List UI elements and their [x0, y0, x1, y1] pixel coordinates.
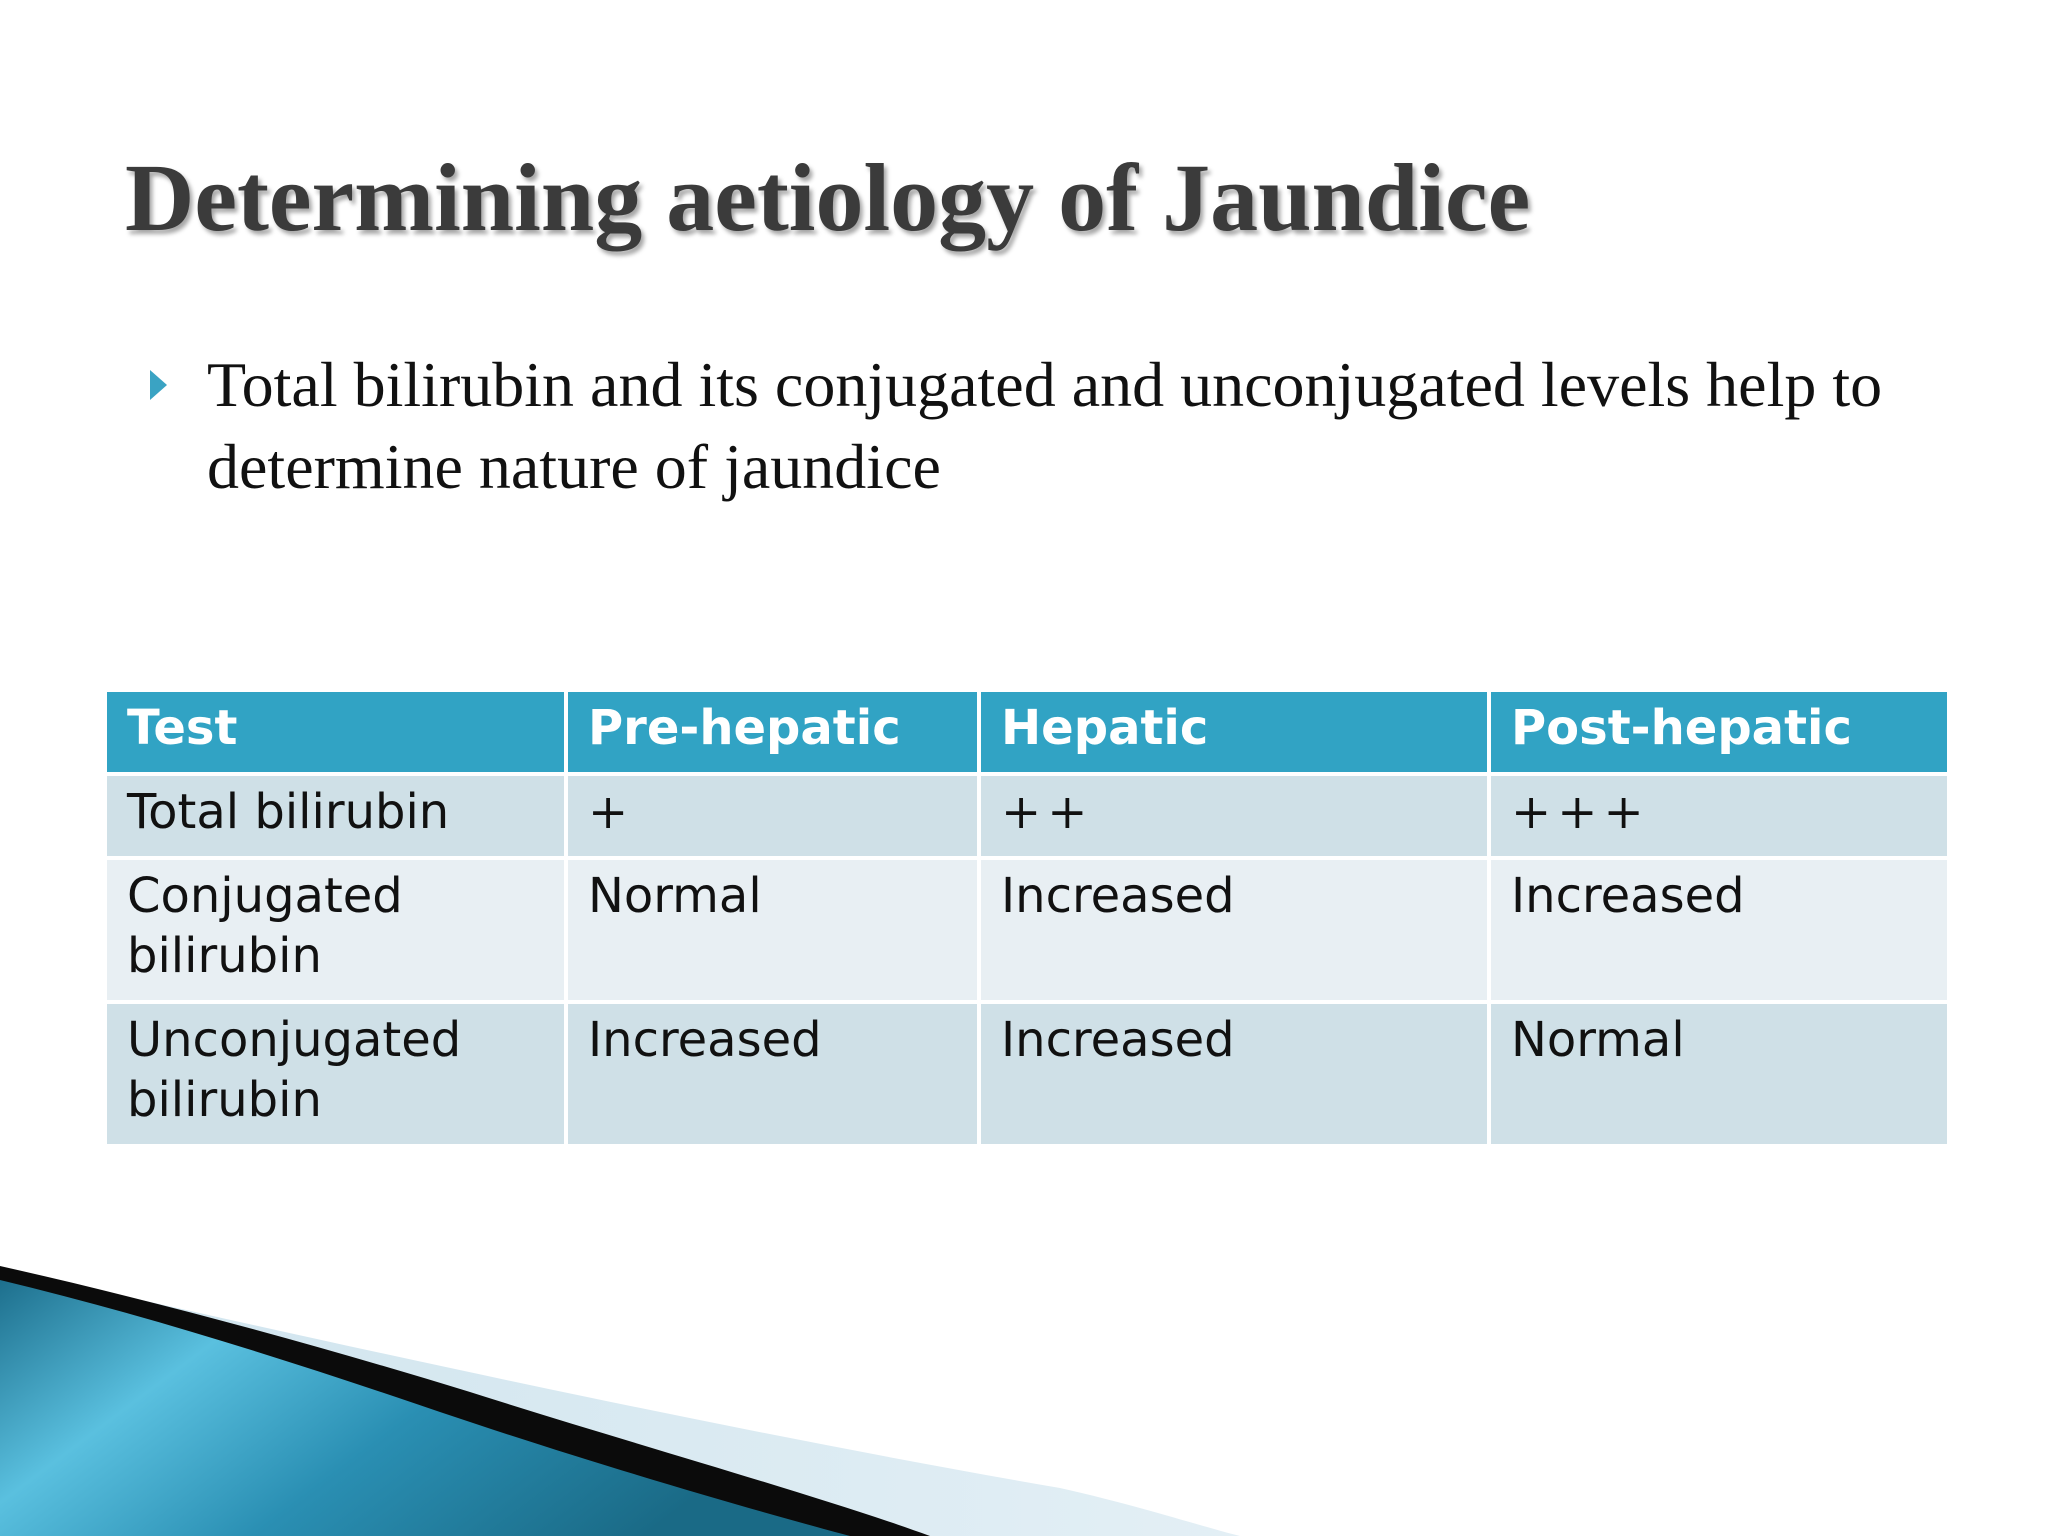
table-cell: Increased: [566, 1002, 979, 1146]
table-row: [105, 1002, 1949, 1146]
table-cell: Total bilirubin: [105, 774, 566, 858]
column-header-pre-hepatic: Pre-hepatic: [566, 690, 979, 774]
table-cell: ++: [979, 774, 1489, 858]
table-cell: Normal: [1489, 1002, 1949, 1146]
column-header-test: Test: [105, 690, 566, 774]
table-cell: Normal: [566, 858, 979, 1002]
table-cell: Increased: [979, 1002, 1489, 1146]
table-cell: +++: [1489, 774, 1949, 858]
table-header-row: [105, 690, 1949, 774]
bilirubin-table: [103, 688, 1951, 1148]
table-cell: Increased: [979, 858, 1489, 1002]
table-cell: Conjugated bilirubin: [105, 858, 566, 1002]
triangle-right-icon: [150, 370, 167, 400]
table-cell: +: [566, 774, 979, 858]
table-cell: Increased: [1489, 858, 1949, 1002]
column-header-hepatic: Hepatic: [979, 690, 1489, 774]
bullet-text: Total bilirubin and its conjugated and unconjugated levels help to determine nature of jaundice: [207, 349, 1883, 502]
table-row: [105, 858, 1949, 1002]
table-row: [105, 774, 1949, 858]
column-header-post-hepatic: Post-hepatic: [1489, 690, 1949, 774]
slide-title: Determining aetiology of Jaundice: [125, 144, 1531, 251]
decorative-swoosh: [0, 1266, 2048, 1536]
table-cell: Unconjugated bilirubin: [105, 1002, 566, 1146]
